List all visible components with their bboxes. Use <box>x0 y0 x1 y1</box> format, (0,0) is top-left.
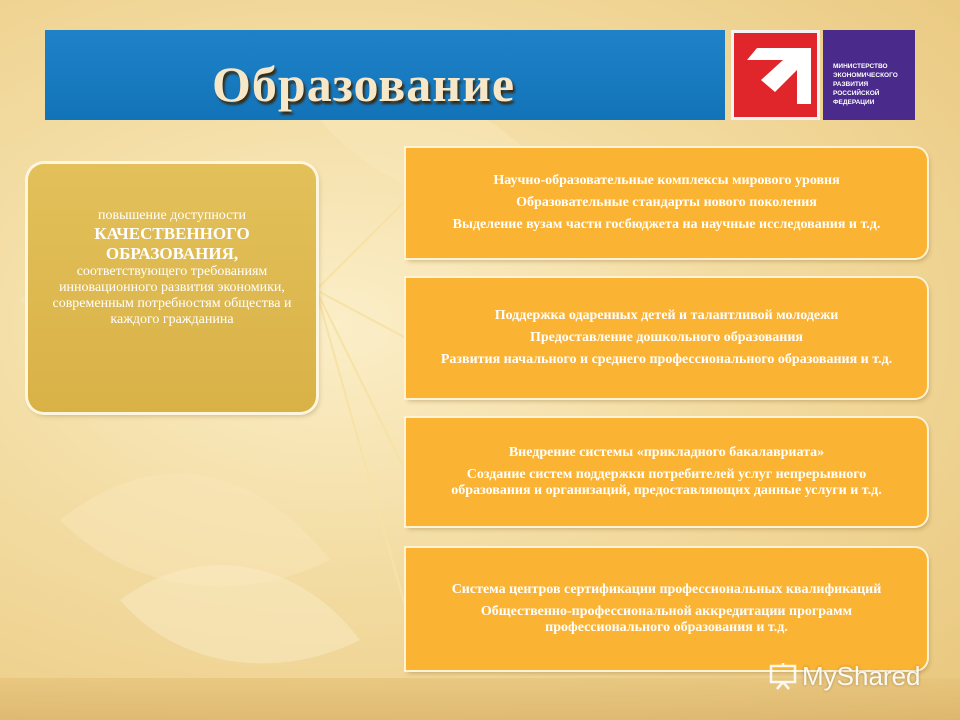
direction-item: Предоставление дошкольного образования <box>529 330 804 345</box>
goal-description: соответствующего требованиям инновационного развития экономики, современным потребностям общества и каждого гражданина <box>52 264 292 327</box>
direction-item: Система центров сертификации профессиональных квалификаций <box>451 582 882 597</box>
direction-box-2 <box>406 278 927 398</box>
goal-emphasis: КАЧЕСТВЕННОГО ОБРАЗОВАНИЯ, <box>94 224 250 263</box>
direction-item: Выделение вузам части госбюджета на научные исследования и т.д. <box>452 217 881 232</box>
main-goal-box <box>28 164 316 412</box>
ministry-name: МИНИСТЕРСТВО ЭКОНОМИЧЕСКОГО РАЗВИТИЯ РОССИЙСКОЙ ФЕДЕРАЦИИ <box>833 63 898 106</box>
direction-item: Создание систем поддержки потребителей услуг непрерывного образования и организаций, предоставляющих данные услуги и т.д. <box>451 467 882 498</box>
direction-item: Образовательные стандарты нового поколения <box>516 195 817 210</box>
direction-box-3 <box>406 418 927 526</box>
direction-item: Поддержка одаренных детей и талантливой молодежи <box>494 308 839 323</box>
direction-item: Развития начального и среднего профессионального образования и т.д. <box>440 352 893 367</box>
direction-box-4 <box>406 548 927 670</box>
myshared-watermark <box>768 656 928 696</box>
direction-item: Общественно-профессиональной аккредитации программ профессионального образования и т.д. <box>480 604 853 635</box>
presentation-icon <box>768 661 798 691</box>
direction-item: Внедрение системы «прикладного бакалавриата» <box>508 445 825 460</box>
watermark-text: MyShared <box>802 660 921 691</box>
direction-box-1 <box>406 148 927 258</box>
direction-item: Научно-образовательные комплексы мирового уровня <box>493 173 840 188</box>
goal-intro: повышение доступности <box>98 208 246 223</box>
page-title: Образование <box>212 56 516 112</box>
